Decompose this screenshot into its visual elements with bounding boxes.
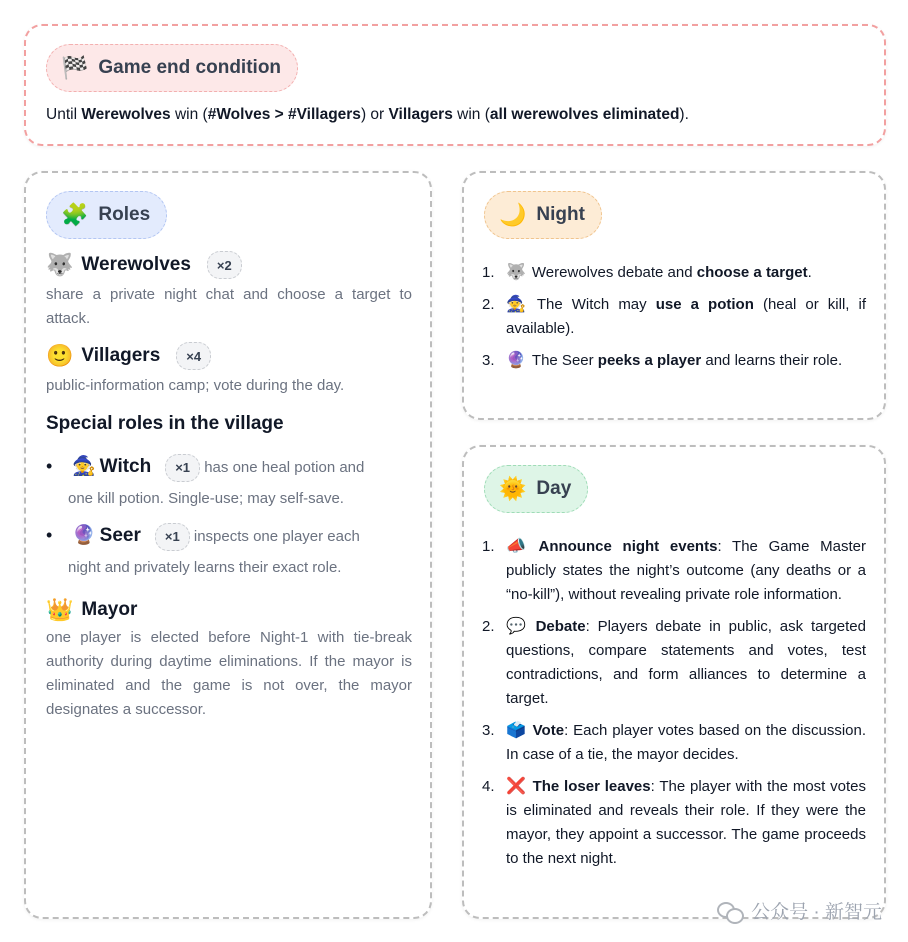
day-step: 2. 💬 Debate: Players debate in public, ask targeted questions, compare statements and votes, test contradictions, and form alliances to determine a target. [482, 618, 866, 707]
end-condition-header [46, 44, 298, 92]
cross-mark-icon: ❌ [506, 778, 527, 795]
werewolves-heading: 🐺 Werewolves ×2 [46, 251, 242, 279]
villagers-heading: 🙂 Villagers ×4 [46, 342, 211, 370]
end-condition-card [24, 24, 886, 146]
night-steps [482, 261, 866, 381]
day-header [484, 465, 588, 513]
crystal-ball-icon: 🔮 [506, 352, 526, 369]
villagers-desc: public-information camp; vote during the day. [46, 377, 345, 394]
wechat-icon [717, 900, 743, 922]
night-card [462, 171, 886, 420]
mayor-desc: one player is elected before Night-1 with tie-break authority during daytime eliminations. If the mayor is eliminated and the game is not over, the mayor designates a successor. [46, 629, 412, 718]
crown-icon: 👑 [46, 597, 74, 622]
day-steps [482, 535, 866, 879]
puzzle-icon: 🧩 [61, 202, 89, 227]
crystal-ball-icon: 🔮 [72, 525, 96, 546]
seer-count-badge: ×1 [155, 523, 190, 551]
roles-card [24, 171, 432, 919]
witch-icon: 🧙 [506, 296, 531, 313]
night-header [484, 191, 602, 239]
mayor-heading: 👑 Mayor [46, 597, 138, 622]
moon-icon: 🌙 [499, 202, 527, 227]
wolf-icon: 🐺 [46, 252, 74, 277]
day-step: 1. 📣 Announce night events: The Game Master publicly states the night’s outcome (any deaths or a “no-kill”), without revealing private role information. [482, 538, 867, 603]
day-step: 4. ❌ The loser leaves: The player with the most votes is eliminated and reveals their role. If they were the mayor, they appoint a successor. The game proceeds to the next night. [482, 778, 867, 867]
end-condition-title: Game end condition [98, 57, 282, 78]
end-condition-text: Until Werewolves win (#Wolves > #Villagers) or Villagers win (all werewolves eliminated). [46, 106, 689, 123]
night-step: 2. 🧙 The Witch may use a potion (heal or kill, if available). [482, 296, 867, 337]
night-step: 1. 🐺 Werewolves debate and choose a target. [482, 264, 812, 281]
night-step: 3. 🔮 The Seer peeks a player and learns their role. [482, 352, 843, 369]
watermark-text: 公众号 · 新智元 [751, 902, 882, 923]
megaphone-icon: 📣 [506, 538, 533, 555]
werewolves-desc: share a private night chat and choose a target to attack. [46, 286, 412, 327]
night-title: Night [536, 204, 585, 225]
werewolves-count-badge: ×2 [207, 251, 242, 279]
wolf-icon: 🐺 [506, 264, 526, 281]
seer-item: • 🔮 Seer ×1 inspects one player each night and privately learns their exact role. [46, 520, 412, 583]
roles-header [46, 191, 167, 239]
watermark [717, 897, 882, 924]
smile-icon: 🙂 [46, 343, 74, 368]
checkered-flag-icon: 🏁 [61, 55, 89, 80]
ballot-box-icon: 🗳️ [506, 722, 527, 739]
special-roles-title: Special roles in the village [46, 413, 284, 434]
day-step: 3. 🗳️ Vote: Each player votes based on the discussion. In case of a tie, the mayor decides. [482, 722, 867, 763]
day-title: Day [536, 478, 572, 499]
witch-icon: 🧙 [72, 456, 96, 477]
witch-count-badge: ×1 [165, 454, 200, 482]
villagers-count-badge: ×4 [176, 342, 211, 370]
day-card [462, 445, 886, 919]
roles-title: Roles [98, 204, 151, 225]
sun-icon: 🌞 [499, 476, 527, 501]
witch-item: • 🧙 Witch ×1 has one heal potion and one kill potion. Single-use; may self-save. [46, 451, 412, 514]
speech-bubble-icon: 💬 [506, 618, 530, 635]
